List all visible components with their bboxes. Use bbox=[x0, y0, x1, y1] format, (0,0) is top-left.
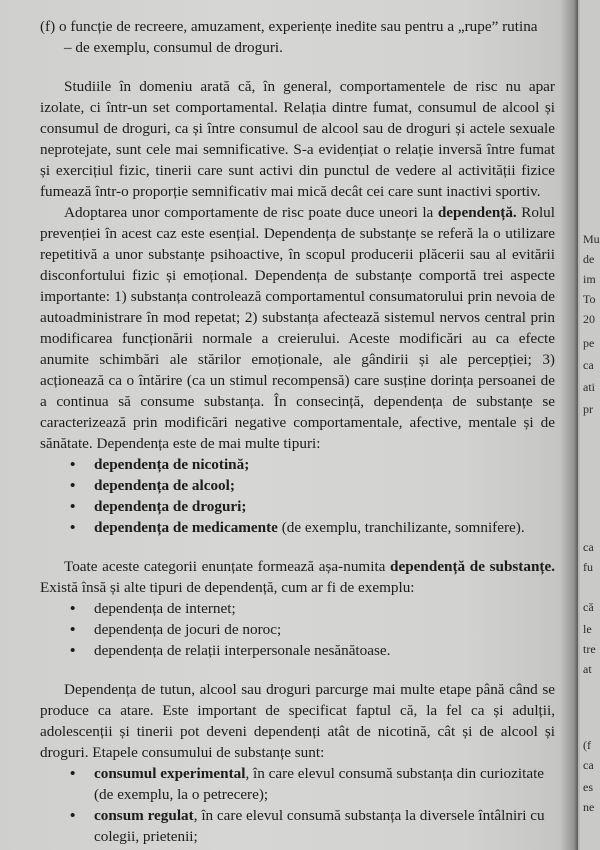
fragment: ca bbox=[583, 358, 594, 372]
fragment: To bbox=[583, 292, 596, 306]
fragment: de bbox=[583, 252, 595, 266]
term-substance-dependence: dependență de substanțe. bbox=[390, 558, 555, 575]
fragment: fu bbox=[583, 560, 593, 574]
fragment: ati bbox=[583, 380, 595, 394]
fragment: ca bbox=[583, 758, 594, 772]
fragment: că bbox=[583, 600, 594, 614]
list-item: • dependența de jocuri de noroc; bbox=[70, 621, 282, 638]
paragraph-substance-dependence: Toate aceste categorii enunțate formează așa-numita dependență de substanțe. Există însă și alte tipuri de dependență, cum ar fi de exemplu: bbox=[40, 558, 555, 596]
list-item: • dependența de relații interpersonale nesănătoase. bbox=[70, 642, 391, 659]
fragment: tre bbox=[583, 642, 596, 656]
fragment: at bbox=[583, 662, 592, 676]
fragment: pr bbox=[583, 402, 593, 416]
intro-line-1: (f) o funcție de recreere, amuzament, experiențe inedite sau pentru a „rupe” rutina bbox=[40, 18, 538, 35]
list-item: • dependența de internet; bbox=[70, 600, 236, 617]
dependence-types-list bbox=[40, 454, 555, 538]
fragment: le bbox=[583, 622, 592, 636]
fragment: im bbox=[583, 272, 596, 286]
paragraph-stages: Dependența de tutun, alcool sau droguri parcurge mai multe etape până când se produce ca atare. Este important de specificat faptul că, la fel ca și adulții, adolescenții și tinerii pot deveni dependenți atât de nicotină, cât și de alcool și droguri. Etapele consumului de substanțe sunt: bbox=[40, 681, 555, 761]
fragment: Mu bbox=[583, 232, 600, 246]
consumption-stages-list bbox=[40, 763, 555, 847]
adjacent-page-edge bbox=[580, 0, 600, 850]
other-dependence-list bbox=[40, 598, 555, 661]
list-item: • dependența de medicamente (de exemplu, tranchilizante, somnifere). bbox=[70, 519, 525, 536]
term-dependence: dependență. bbox=[437, 204, 517, 221]
fragment: ne bbox=[583, 800, 595, 814]
list-item: • dependența de droguri; bbox=[70, 498, 247, 515]
paragraph-dependence: Adoptarea unor comportamente de risc poate duce uneori la dependență. Rolul prevenției în acest caz este esențial. Dependența de substanțe se referă la o utilizare repetitivă a unor substanțe psihoactive, în scopul producerii plăcerii sau al evitării disconfortului fizic și emoțional. Dependența de substanțe comportă trei aspecte importante: 1) substanța controlează comportamentul consumatorului prin nevoia de autoadministrare în mod repetat; 2) substanța afectează sistemul nervos central prin modificarea funcționării normale a creierului. Aceste modificări au ca efecte anumite schimbări ale stărilor emoționale, ale gândirii și ale percepției; 3) acționează ca o întărire (ca un stimul recompensă) care susține dorința persoanei de a continua să consume substanța. În consecință, dependența de substanțe se caracterizează prin modificări negative comportamentale, afective, mentale și de sănătate. Dependența este de mai multe tipuri: bbox=[40, 204, 555, 452]
list-item: • consumul experimental, în care elevul consumă substanța din curiozitate (de exemplu, la o petrecere); bbox=[70, 765, 545, 803]
fragment: (f bbox=[583, 738, 591, 752]
intro-line-2: – de exemplu, consumul de droguri. bbox=[64, 39, 283, 56]
page-text bbox=[40, 16, 555, 847]
list-item: • dependența de nicotină; bbox=[70, 456, 250, 473]
book-gutter-shadow bbox=[560, 0, 578, 850]
fragment: pe bbox=[583, 336, 595, 350]
list-item: • consum regulat, în care elevul consumă substanța la diversele întâlniri cu colegii, prietenii; bbox=[70, 807, 545, 845]
paragraph-risk-behaviors: Studiile în domeniu arată că, în general, comportamentele de risc nu apar izolate, ci într-un set comportamental. Relația dintre fumat, consumul de alcool și consumul de droguri, ca și între consumul de alcool sau de droguri și actele sexuale neprotejate, sunt cele mai semnificative. S-a evidențiat o relație inversă între fumat și exercițiul fizic, tinerii care sunt activi din punctul de vedere al activității fizice fumează într-o proporție semnificativ mai mică decât cei care sunt inactivi sportiv. bbox=[40, 78, 555, 200]
list-item: • dependența de alcool; bbox=[70, 477, 235, 494]
fragment: es bbox=[583, 780, 593, 794]
fragment: 20 bbox=[583, 312, 595, 326]
fragment: ca bbox=[583, 540, 594, 554]
